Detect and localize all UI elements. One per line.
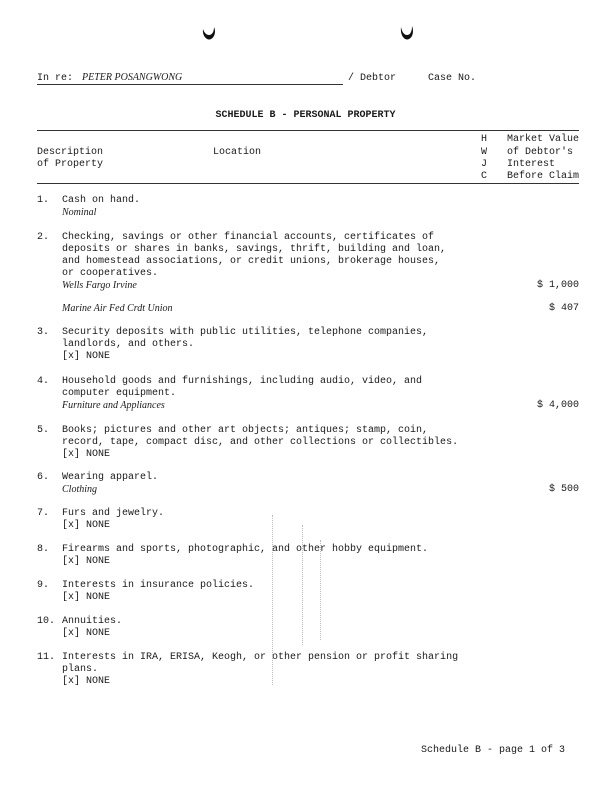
item-description: Firearms and sports, photographic, and other hobby equipment. bbox=[62, 544, 429, 555]
col-market-value-line4: Before Claim bbox=[507, 171, 580, 182]
col-c: C bbox=[481, 171, 488, 182]
col-market-value-line2: of Debtor's bbox=[507, 147, 574, 158]
item-description: Security deposits with public utilities, telephone companies, landlords, and others. bbox=[62, 327, 429, 350]
item-number: 2. bbox=[37, 232, 50, 243]
item-entry-name: Nominal bbox=[62, 207, 97, 218]
item-entry-value: $ 1,000 bbox=[536, 280, 579, 291]
col-description-line1: Description bbox=[37, 147, 104, 158]
header-rule-top bbox=[37, 130, 579, 131]
item-number: 5. bbox=[37, 425, 50, 436]
item-entry-value: $ 500 bbox=[548, 484, 579, 495]
debtor-name: PETER POSANGWONG bbox=[82, 72, 183, 83]
none-checkbox: [x] NONE bbox=[62, 351, 111, 362]
item-description: Interests in insurance policies. bbox=[62, 580, 255, 591]
header-rule-bottom bbox=[37, 183, 579, 184]
item-description: Household goods and furnishings, including audio, video, and computer equipment. bbox=[62, 376, 423, 399]
none-checkbox: [x] NONE bbox=[62, 592, 111, 603]
item-number: 1. bbox=[37, 195, 50, 206]
item-number: 3. bbox=[37, 327, 50, 338]
col-market-value-line1: Market Value bbox=[507, 134, 580, 145]
scan-artifact bbox=[320, 540, 321, 640]
col-market-value-line3: Interest bbox=[507, 159, 556, 170]
item-number: 11. bbox=[37, 652, 56, 663]
none-checkbox: [x] NONE bbox=[62, 520, 111, 531]
item-entry-name: Wells Fargo Irvine bbox=[62, 280, 137, 291]
col-description-line2: of Property bbox=[37, 159, 104, 170]
item-entry-name: Clothing bbox=[62, 484, 98, 495]
item-description: Checking, savings or other financial accounts, certificates of deposits or shares in banks, savings, thrift, building and loan, and homestead associations, or credit unions, brokerage houses, or cooperatives. bbox=[62, 232, 447, 279]
item-entry-name: Furniture and Appliances bbox=[62, 400, 165, 411]
none-checkbox: [x] NONE bbox=[62, 556, 111, 567]
item-description: Interests in IRA, ERISA, Keogh, or other pension or profit sharing plans. bbox=[62, 652, 459, 675]
none-checkbox: [x] NONE bbox=[62, 676, 111, 687]
col-h: H bbox=[481, 134, 488, 145]
page-footer: Schedule B - page 1 of 3 bbox=[421, 745, 566, 756]
item-description: Books; pictures and other art objects; antiques; stamp, coin, record, tape, compact disc, and other collections or collectibles. bbox=[62, 425, 459, 448]
item-number: 9. bbox=[37, 580, 50, 591]
col-j: J bbox=[481, 159, 488, 170]
scan-artifact bbox=[302, 525, 303, 645]
item-number: 8. bbox=[37, 544, 50, 555]
binder-mark-right bbox=[398, 23, 416, 43]
item-description: Furs and jewelry. bbox=[62, 508, 165, 519]
item-description: Annuities. bbox=[62, 616, 123, 627]
item-number: 4. bbox=[37, 376, 50, 387]
case-label: Case No. bbox=[428, 73, 477, 84]
item-entry-value: $ 407 bbox=[548, 303, 579, 314]
item-description: Wearing apparel. bbox=[62, 472, 159, 483]
item-entry-value: $ 4,000 bbox=[536, 400, 579, 411]
in-re-label: In re: bbox=[37, 73, 74, 84]
debtor-underline bbox=[37, 84, 343, 85]
item-number: 10. bbox=[37, 616, 56, 627]
debtor-label: / Debtor bbox=[348, 73, 397, 84]
item-number: 6. bbox=[37, 472, 50, 483]
col-w: W bbox=[481, 147, 488, 158]
item-number: 7. bbox=[37, 508, 50, 519]
page-title: SCHEDULE B - PERSONAL PROPERTY bbox=[215, 110, 396, 121]
col-location: Location bbox=[213, 147, 262, 158]
item-entry-name: Marine Air Fed Crdt Union bbox=[62, 303, 173, 314]
item-description: Cash on hand. bbox=[62, 195, 141, 206]
binder-mark-left bbox=[200, 23, 218, 43]
none-checkbox: [x] NONE bbox=[62, 628, 111, 639]
scan-artifact bbox=[272, 515, 273, 685]
none-checkbox: [x] NONE bbox=[62, 449, 111, 460]
